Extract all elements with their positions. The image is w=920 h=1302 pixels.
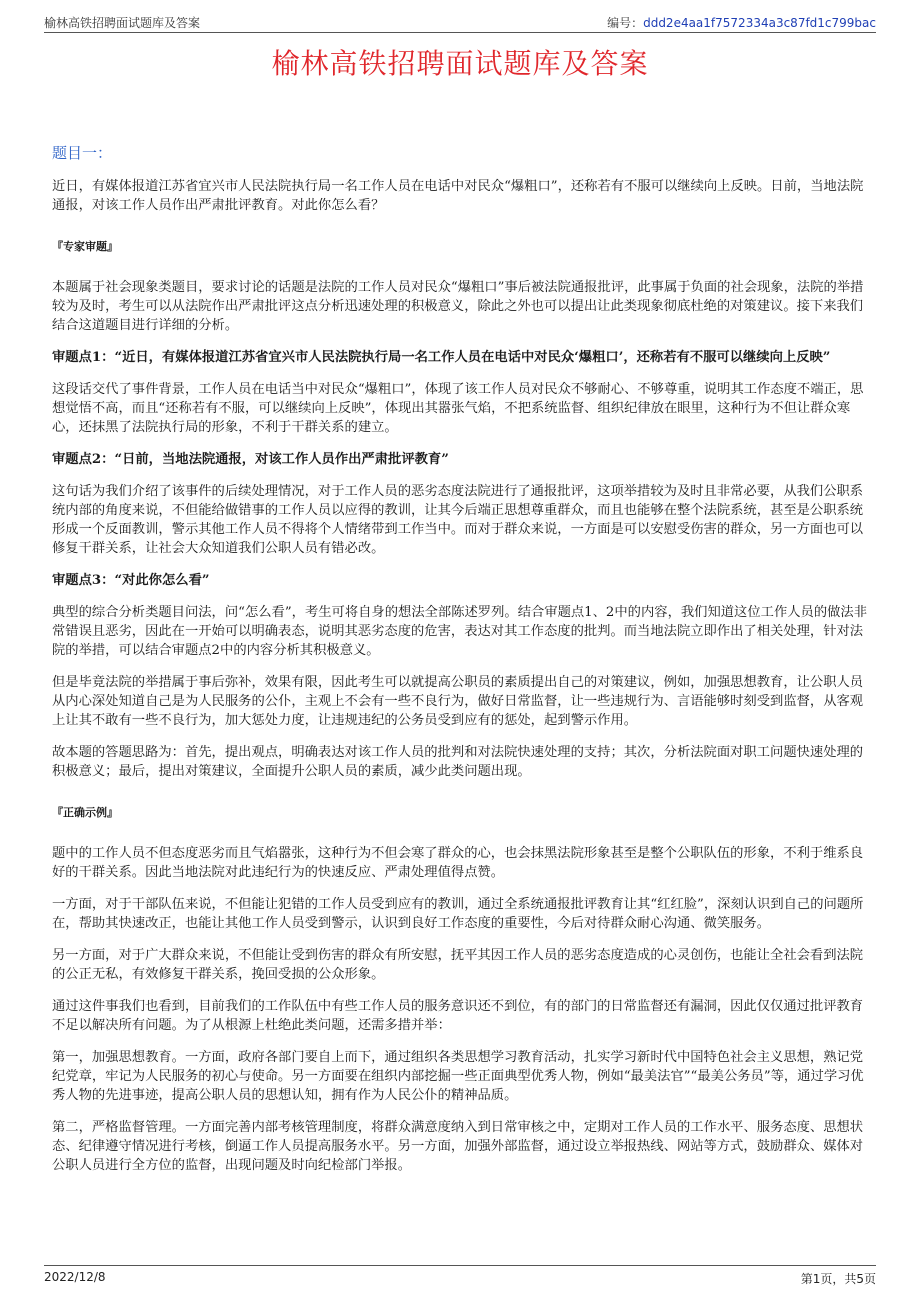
- header-code: [607, 14, 876, 31]
- example-paragraph-4: 通过这件事我们也看到，目前我们的工作队伍中有些工作人员的服务意识还不到位，有的部门的日常监督还有漏洞，因此仅仅通过批评教育不足以解决所有问题。为了从根源上杜绝此类问题，还需多措并举：: [52, 999, 864, 1033]
- review-point-1-body: 这段话交代了事件背景，工作人员在电话当中对民众“爆粗口”，体现了该工作人员对民众不够耐心、不够尊重，说明其工作态度不端正，思想觉悟不高，而且“还称若有不服，可以继续向上反映”，体现出其嚣张气焰，不把系统监督、组织纪律放在眼里，这种行为不但让群众寒心，还抹黑了法院执行局的形象，不利于干群关系的建立。: [52, 382, 864, 435]
- review-point-3-heading: 审题点3：“对此你怎么看”: [52, 573, 210, 588]
- review-point-1-heading: 审题点1：“近日，有媒体报道江苏省宜兴市人民法院执行局一名工作人员在电话中对民众‘爆粗口’，还称若有不服可以继续向上反映”: [52, 350, 831, 365]
- review-point-3-body-1: 典型的综合分析类题目问法，问“怎么看”，考生可将自身的想法全部陈述罗列。结合审题点1、2中的内容，我们知道这位工作人员的做法非常错误且恶劣，因此在一开始可以明确表态，说明其恶劣态度的危害，表达对其工作态度的批判。而当地法院立即作出了相关处理，针对法院的举措，可以结合审题点2中的内容分析其积极意义。: [52, 605, 868, 658]
- footer-page-info: 第1页，共5页: [800, 1272, 876, 1286]
- review-point-2-body: 这句话为我们介绍了该事件的后续处理情况，对于工作人员的恶劣态度法院进行了通报批评，这项举措较为及时且非常必要，从我们公职系统内部的角度来说，不但能给做错事的工作人员以应得的教训，让其今后端正思想尊重群众，而且也能够在整个法院系统，甚至是公职系统形成一个反面教训，警示其他工作人员不得将个人情绪带到工作当中。而对于群众来说，一方面是可以安慰受伤害的群众，另一方面也可以修复干群关系，让社会大众知道我们公职人员有错必改。: [52, 484, 864, 556]
- review-point-2-heading: 审题点2：“日前，当地法院通报，对该工作人员作出严肃批评教育”: [52, 452, 449, 467]
- review-point-3-body-3: 故本题的答题思路为：首先，提出观点，明确表达对该工作人员的批判和对法院快速处理的支持；其次，分析法院面对职工问题快速处理的积极意义；最后，提出对策建议，全面提升公职人员的素质，减少此类问题出现。: [52, 745, 864, 779]
- expert-intro: 本题属于社会现象类题目，要求讨论的话题是法院的工作人员对民众“爆粗口”事后被法院通报批评，此事属于负面的社会现象，法院的举措较为及时，考生可以从法院作出严肃批评这点分析迅速处理的积极意义，除此之外也可以提出让此类现象彻底杜绝的对策建议。接下来我们结合这道题目进行详细的分析。: [52, 280, 864, 333]
- correct-example-tag: 『正确示例』: [52, 806, 118, 819]
- page-header: [44, 12, 876, 33]
- example-paragraph-2: 一方面，对于干部队伍来说，不但能让犯错的工作人员受到应有的教训，通过全系统通报批评教育让其“红红脸”，深刻认识到自己的问题所在，帮助其快速改正，也能让其他工作人员受到警示，认识到良好工作态度的重要性，今后对待群众耐心沟通、微笑服务。: [52, 897, 864, 931]
- question-label: 题目一：: [52, 144, 113, 162]
- header-doc-name: 榆林高铁招聘面试题库及答案: [44, 16, 201, 30]
- example-paragraph-1: 题中的工作人员不但态度恶劣而且气焰嚣张，这种行为不但会寒了群众的心，也会抹黑法院形象甚至是整个公职队伍的形象，不利于维系良好的干群关系。因此当地法院对此违纪行为的快速反应、严肃处理值得点赞。: [52, 846, 864, 880]
- review-point-3-body-2: 但是毕竟法院的举措属于事后弥补，效果有限，因此考生可以就提高公职员的素质提出自己的对策建议，例如，加强思想教育，让公职人员从内心深处知道自己是为人民服务的公仆，主观上不会有一些不良行为，做好日常监督，让一些违规行为、言语能够时刻受到监督，从客观上让其不敢有一些不良行为，加大惩处力度，让违规违纪的公务员受到应有的惩处，起到警示作用。: [52, 675, 864, 728]
- example-paragraph-6: 第二，严格监督管理。一方面完善内部考核管理制度，将群众满意度纳入到日常审核之中，定期对工作人员的工作水平、服务态度、思想状态、纪律遵守情况进行考核，倒逼工作人员提高服务水平。另一方面，加强外部监督，通过设立举报热线、网站等方式，鼓励群众、媒体对公职人员进行全方位的监督，出现问题及时向纪检部门举报。: [52, 1120, 864, 1173]
- document-title: 榆林高铁招聘面试题库及答案: [271, 47, 649, 80]
- example-paragraph-3: 另一方面，对于广大群众来说，不但能让受到伤害的群众有所安慰，抚平其因工作人员的恶劣态度造成的心灵创伤，也能让全社会看到法院的公正无私，有效修复干群关系，挽回受损的公众形象。: [52, 948, 864, 982]
- header-code-value: ddd2e4aa1f7572334a3c87fd1c799bac: [643, 16, 876, 30]
- question-text: 近日，有媒体报道江苏省宜兴市人民法院执行局一名工作人员在电话中对民众“爆粗口”，还称若有不服可以继续向上反映。日前，当地法院通报，对该工作人员作出严肃批评教育。对此你怎么看？: [52, 179, 864, 213]
- document-body: [52, 144, 868, 1188]
- expert-review-tag: 『专家审题』: [52, 240, 118, 253]
- example-paragraph-5: 第一，加强思想教育。一方面，政府各部门要自上而下，通过组织各类思想学习教育活动，扎实学习新时代中国特色社会主义思想，熟记党纪党章，牢记为人民服务的初心与使命。另一方面要在组织内部挖掘一些正面典型优秀人物，例如“最美法官”“最美公务员”等，通过学习优秀人物的先进事迹，提高公职人员的思想认知，拥有作为人民公仆的精神品质。: [52, 1050, 864, 1103]
- page-footer: [44, 1265, 876, 1286]
- header-code-label: 编号：: [607, 16, 644, 30]
- footer-date: 2022/12/8: [44, 1270, 106, 1284]
